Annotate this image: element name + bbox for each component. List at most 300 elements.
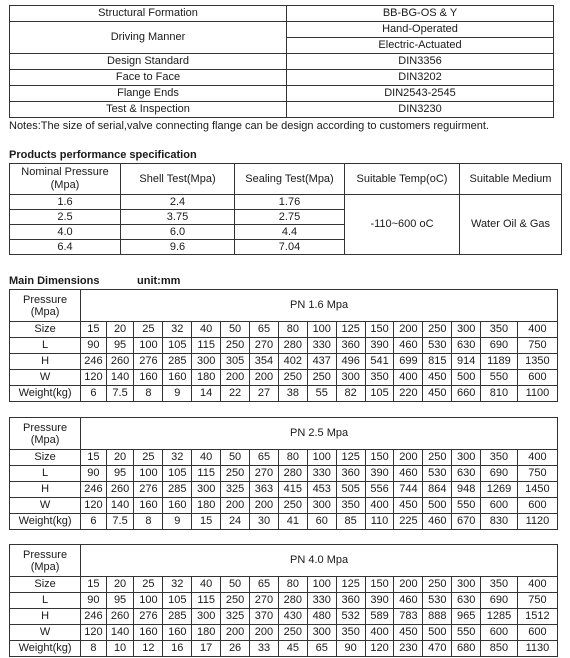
- dim-cell: 160: [134, 370, 163, 386]
- pn-title: PN 2.5 Mpa: [81, 418, 558, 450]
- dim-cell: 250: [221, 466, 250, 482]
- dim-cell: 115: [192, 338, 221, 354]
- dim-row-label: Size: [10, 577, 81, 593]
- pressure-cell: 6.4: [10, 240, 121, 255]
- dim-row-label: H: [10, 482, 81, 498]
- pn-title: PN 1.6 Mpa: [81, 290, 558, 322]
- dim-cell: 95: [106, 466, 134, 482]
- spec-row: [10, 102, 554, 118]
- dim-cell: 6: [81, 386, 107, 402]
- sealing-cell: 7.04: [235, 240, 345, 255]
- dim-cell: 460: [394, 593, 423, 609]
- dim-row: [10, 498, 558, 514]
- dim-cell: 8: [81, 641, 107, 657]
- dim-cell: 300: [192, 609, 221, 625]
- dim-cell: 1130: [517, 641, 557, 657]
- dim-cell: 690: [481, 338, 518, 354]
- dim-cell: 65: [250, 577, 279, 593]
- dim-cell: 200: [394, 450, 423, 466]
- dim-cell: 305: [221, 354, 250, 370]
- dim-row: [10, 466, 558, 482]
- dim-cell: 744: [394, 482, 423, 498]
- dim-row-label: L: [10, 466, 81, 482]
- dim-cell: 90: [336, 641, 365, 657]
- dim-row: [10, 514, 558, 530]
- dim-cell: 600: [481, 625, 518, 641]
- dim-row-label: Weight(kg): [10, 641, 81, 657]
- dim-cell: 285: [163, 354, 192, 370]
- dim-cell: 85: [336, 514, 365, 530]
- dim-cell: 1512: [517, 609, 557, 625]
- dim-cell: 80: [278, 322, 307, 338]
- spec-label: Face to Face: [10, 70, 287, 86]
- dim-cell: 550: [481, 370, 518, 386]
- dim-cell: 260: [106, 609, 134, 625]
- dimensions-table: [9, 544, 558, 657]
- dim-cell: 390: [365, 593, 394, 609]
- dim-cell: 200: [221, 625, 250, 641]
- dim-cell: 225: [394, 514, 423, 530]
- dim-row: [10, 338, 558, 354]
- dim-cell: 120: [81, 370, 107, 386]
- dim-cell: 82: [336, 386, 365, 402]
- header-suitable-medium: Suitable Medium: [460, 164, 562, 195]
- dim-cell: 115: [192, 466, 221, 482]
- dim-cell: 250: [307, 370, 336, 386]
- dim-cell: 325: [221, 609, 250, 625]
- shell-cell: 2.4: [121, 195, 235, 210]
- dim-cell: 65: [307, 641, 336, 657]
- dim-cell: 160: [163, 625, 192, 641]
- dim-cell: 500: [423, 498, 452, 514]
- dim-cell: 15: [81, 450, 107, 466]
- shell-cell: 3.75: [121, 210, 235, 225]
- dim-cell: 330: [307, 338, 336, 354]
- dim-cell: 276: [134, 482, 163, 498]
- spec-value: Hand-Operated: [287, 22, 554, 38]
- dim-cell: 390: [365, 466, 394, 482]
- dim-cell: 350: [336, 498, 365, 514]
- dim-title-row: [10, 418, 558, 450]
- dim-cell: 450: [423, 370, 452, 386]
- dim-cell: 630: [452, 593, 481, 609]
- dim-cell: 90: [81, 593, 107, 609]
- dim-cell: 200: [221, 498, 250, 514]
- dim-cell: 300: [307, 498, 336, 514]
- dim-cell: 550: [452, 625, 481, 641]
- dim-cell: 300: [336, 370, 365, 386]
- dim-cell: 460: [394, 466, 423, 482]
- dim-cell: 10: [106, 641, 134, 657]
- dim-cell: 453: [307, 482, 336, 498]
- dim-cell: 24: [221, 514, 250, 530]
- sealing-cell: 2.75: [235, 210, 345, 225]
- dim-row-label: Size: [10, 450, 81, 466]
- dim-row-label: W: [10, 370, 81, 386]
- dim-cell: 7.5: [106, 514, 134, 530]
- dim-cell: 530: [423, 338, 452, 354]
- dim-cell: 260: [106, 354, 134, 370]
- dim-cell: 12: [134, 641, 163, 657]
- dim-cell: 532: [336, 609, 365, 625]
- dim-cell: 20: [106, 577, 134, 593]
- dim-cell: 65: [250, 322, 279, 338]
- dim-cell: 55: [307, 386, 336, 402]
- dim-cell: 90: [81, 466, 107, 482]
- dim-row: [10, 625, 558, 641]
- dim-cell: 100: [134, 466, 163, 482]
- spec-label: Structural Formation: [10, 6, 287, 22]
- dim-cell: 250: [278, 498, 307, 514]
- dim-cell: 25: [134, 577, 163, 593]
- dim-cell: 496: [336, 354, 365, 370]
- dim-cell: 105: [163, 338, 192, 354]
- dim-cell: 50: [221, 322, 250, 338]
- dim-cell: 150: [365, 577, 394, 593]
- dim-cell: 400: [365, 625, 394, 641]
- dim-cell: 200: [394, 322, 423, 338]
- dim-cell: 50: [221, 450, 250, 466]
- dim-cell: 350: [481, 450, 518, 466]
- performance-header-row: [10, 164, 562, 195]
- dim-cell: 120: [81, 625, 107, 641]
- pressure-label: Pressure (Mpa): [10, 290, 81, 322]
- pressure-cell: 1.6: [10, 195, 121, 210]
- dim-cell: 1450: [517, 482, 557, 498]
- dim-cell: 300: [452, 322, 481, 338]
- dim-cell: 350: [481, 322, 518, 338]
- dim-cell: 390: [365, 338, 394, 354]
- dim-cell: 125: [336, 322, 365, 338]
- dim-cell: 200: [250, 370, 279, 386]
- dim-cell: 630: [452, 466, 481, 482]
- dim-cell: 200: [394, 577, 423, 593]
- dim-cell: 180: [192, 625, 221, 641]
- dim-cell: 500: [423, 625, 452, 641]
- dim-cell: 27: [250, 386, 279, 402]
- pressure-cell: 4.0: [10, 225, 121, 240]
- dim-cell: 125: [336, 450, 365, 466]
- dim-cell: 200: [250, 625, 279, 641]
- header-nominal-pressure: Nominal Pressure (Mpa): [10, 164, 121, 195]
- dim-cell: 600: [481, 498, 518, 514]
- dim-cell: 285: [163, 609, 192, 625]
- dim-cell: 6: [81, 514, 107, 530]
- dim-cell: 100: [307, 450, 336, 466]
- dim-row: [10, 370, 558, 386]
- dim-cell: 600: [517, 370, 557, 386]
- spec-row: [10, 54, 554, 70]
- dim-row-label: H: [10, 609, 81, 625]
- dim-cell: 140: [106, 370, 134, 386]
- header-sealing-test: Sealing Test(Mpa): [235, 164, 345, 195]
- dim-cell: 400: [394, 370, 423, 386]
- dim-cell: 300: [452, 450, 481, 466]
- pressure-cell: 2.5: [10, 210, 121, 225]
- dim-cell: 850: [481, 641, 518, 657]
- pressure-label: Pressure (Mpa): [10, 418, 81, 450]
- sealing-cell: 4.4: [235, 225, 345, 240]
- dim-cell: 750: [517, 338, 557, 354]
- dim-cell: 60: [307, 514, 336, 530]
- dim-cell: 505: [336, 482, 365, 498]
- dim-row: [10, 386, 558, 402]
- spec-value: DIN3202: [287, 70, 554, 86]
- dim-cell: 300: [452, 577, 481, 593]
- dim-cell: 22: [221, 386, 250, 402]
- sealing-cell: 1.76: [235, 195, 345, 210]
- dim-cell: 783: [394, 609, 423, 625]
- dim-cell: 33: [250, 641, 279, 657]
- dim-cell: 830: [481, 514, 518, 530]
- dim-cell: 370: [250, 609, 279, 625]
- spec-label: Design Standard: [10, 54, 287, 70]
- dim-cell: 90: [81, 338, 107, 354]
- dim-cell: 20: [106, 322, 134, 338]
- dim-cell: 276: [134, 354, 163, 370]
- spec-label: Flange Ends: [10, 86, 287, 102]
- dim-cell: 125: [336, 577, 365, 593]
- dim-cell: 17: [192, 641, 221, 657]
- spec-value: DIN2543-2545: [287, 86, 554, 102]
- dim-cell: 100: [134, 338, 163, 354]
- dim-cell: 100: [134, 593, 163, 609]
- dim-cell: 360: [336, 593, 365, 609]
- dim-cell: 246: [81, 482, 107, 498]
- dim-cell: 680: [452, 641, 481, 657]
- dim-cell: 80: [278, 577, 307, 593]
- shell-cell: 6.0: [121, 225, 235, 240]
- dim-cell: 470: [423, 641, 452, 657]
- notes-text: Notes:The size of serial,valve connecting flange can be design according to customers reguirment.: [9, 120, 489, 132]
- dim-cell: 280: [278, 338, 307, 354]
- dim-row-label: L: [10, 593, 81, 609]
- dim-cell: 630: [452, 338, 481, 354]
- dim-row: [10, 577, 558, 593]
- spec-value: BB-BG-OS & Y: [287, 6, 554, 22]
- dim-cell: 95: [106, 338, 134, 354]
- dim-cell: 15: [192, 514, 221, 530]
- dim-cell: 120: [365, 641, 394, 657]
- temp-cell: -110~600 oC: [345, 195, 460, 255]
- dim-cell: 480: [307, 609, 336, 625]
- dim-cell: 550: [452, 498, 481, 514]
- dim-row: [10, 593, 558, 609]
- dim-cell: 541: [365, 354, 394, 370]
- dim-cell: 105: [163, 593, 192, 609]
- dim-cell: 80: [278, 450, 307, 466]
- main-dimensions-label: Main Dimensions: [9, 275, 100, 287]
- dim-cell: 450: [423, 386, 452, 402]
- dim-cell: 948: [452, 482, 481, 498]
- dim-cell: 400: [517, 322, 557, 338]
- dim-cell: 600: [517, 625, 557, 641]
- dim-cell: 750: [517, 466, 557, 482]
- dim-cell: 220: [394, 386, 423, 402]
- dim-cell: 1120: [517, 514, 557, 530]
- dim-cell: 32: [163, 450, 192, 466]
- dim-cell: 180: [192, 370, 221, 386]
- main-dimensions-title: [9, 275, 181, 287]
- dim-cell: 45: [278, 641, 307, 657]
- dim-cell: 402: [278, 354, 307, 370]
- spec-value: DIN3356: [287, 54, 554, 70]
- dim-cell: 40: [192, 577, 221, 593]
- spec-value: DIN3230: [287, 102, 554, 118]
- dim-cell: 250: [221, 338, 250, 354]
- dim-cell: 8: [134, 386, 163, 402]
- spec-label: Driving Manner: [10, 22, 287, 54]
- dim-cell: 556: [365, 482, 394, 498]
- dim-row: [10, 354, 558, 370]
- dim-cell: 230: [394, 641, 423, 657]
- performance-table: [9, 163, 562, 255]
- dim-cell: 460: [394, 338, 423, 354]
- dim-cell: 120: [81, 498, 107, 514]
- dim-cell: 750: [517, 593, 557, 609]
- dim-cell: 670: [452, 514, 481, 530]
- dim-cell: 160: [134, 625, 163, 641]
- dim-row-label: W: [10, 498, 81, 514]
- dim-cell: 530: [423, 593, 452, 609]
- dim-cell: 160: [163, 370, 192, 386]
- dim-cell: 20: [106, 450, 134, 466]
- dim-cell: 300: [192, 354, 221, 370]
- dim-cell: 354: [250, 354, 279, 370]
- dim-cell: 26: [221, 641, 250, 657]
- dim-title-row: [10, 545, 558, 577]
- dim-row-label: Weight(kg): [10, 514, 81, 530]
- dim-cell: 325: [221, 482, 250, 498]
- dim-cell: 400: [365, 498, 394, 514]
- dimensions-table: [9, 417, 558, 530]
- header-shell-test: Shell Test(Mpa): [121, 164, 235, 195]
- dim-cell: 400: [517, 577, 557, 593]
- dim-cell: 300: [192, 482, 221, 498]
- unit-label: unit:mm: [137, 275, 181, 287]
- dim-cell: 360: [336, 466, 365, 482]
- dim-row: [10, 322, 558, 338]
- spec-row: [10, 70, 554, 86]
- dim-cell: 100: [307, 322, 336, 338]
- dim-cell: 41: [278, 514, 307, 530]
- dim-row: [10, 609, 558, 625]
- dim-cell: 150: [365, 450, 394, 466]
- dim-cell: 1285: [481, 609, 518, 625]
- dim-row: [10, 482, 558, 498]
- dim-cell: 15: [81, 577, 107, 593]
- dim-cell: 530: [423, 466, 452, 482]
- dim-cell: 600: [517, 498, 557, 514]
- dim-row-label: H: [10, 354, 81, 370]
- dim-cell: 150: [365, 322, 394, 338]
- dim-row-label: Weight(kg): [10, 386, 81, 402]
- dim-cell: 200: [250, 498, 279, 514]
- dim-cell: 32: [163, 322, 192, 338]
- dim-cell: 40: [192, 450, 221, 466]
- dim-cell: 1269: [481, 482, 518, 498]
- dim-cell: 50: [221, 577, 250, 593]
- dim-cell: 16: [163, 641, 192, 657]
- dim-cell: 9: [163, 514, 192, 530]
- dim-cell: 280: [278, 593, 307, 609]
- dim-cell: 15: [81, 322, 107, 338]
- header-suitable-temp: Suitable Temp(oC): [345, 164, 460, 195]
- dim-cell: 815: [423, 354, 452, 370]
- dim-cell: 32: [163, 577, 192, 593]
- dim-cell: 250: [423, 322, 452, 338]
- dim-cell: 363: [250, 482, 279, 498]
- dim-cell: 246: [81, 609, 107, 625]
- dim-cell: 270: [250, 466, 279, 482]
- spec-row: [10, 6, 554, 22]
- dim-cell: 25: [134, 450, 163, 466]
- dim-cell: 105: [365, 386, 394, 402]
- pressure-label: Pressure (Mpa): [10, 545, 81, 577]
- dim-cell: 400: [517, 450, 557, 466]
- spec-row: [10, 22, 554, 38]
- dim-row-label: L: [10, 338, 81, 354]
- dim-row-label: Size: [10, 322, 81, 338]
- spec-row: [10, 86, 554, 102]
- dim-cell: 95: [106, 593, 134, 609]
- dim-cell: 500: [452, 370, 481, 386]
- dim-cell: 250: [423, 577, 452, 593]
- dim-cell: 9: [163, 386, 192, 402]
- dim-cell: 115: [192, 593, 221, 609]
- dim-cell: 285: [163, 482, 192, 498]
- dim-row-label: W: [10, 625, 81, 641]
- dim-cell: 888: [423, 609, 452, 625]
- dim-cell: 105: [163, 466, 192, 482]
- dim-cell: 460: [423, 514, 452, 530]
- dim-cell: 38: [278, 386, 307, 402]
- dim-cell: 8: [134, 514, 163, 530]
- dim-cell: 810: [481, 386, 518, 402]
- dim-cell: 250: [423, 450, 452, 466]
- dimensions-table: [9, 289, 558, 402]
- spec-value: Electric-Actuated: [287, 38, 554, 54]
- dim-cell: 350: [336, 625, 365, 641]
- dim-row: [10, 641, 558, 657]
- dim-row: [10, 450, 558, 466]
- dim-cell: 100: [307, 577, 336, 593]
- performance-row: [10, 195, 562, 210]
- dim-cell: 450: [394, 625, 423, 641]
- shell-cell: 9.6: [121, 240, 235, 255]
- dim-cell: 280: [278, 466, 307, 482]
- dim-cell: 250: [221, 593, 250, 609]
- pn-title: PN 4.0 Mpa: [81, 545, 558, 577]
- dim-cell: 330: [307, 593, 336, 609]
- dim-cell: 864: [423, 482, 452, 498]
- dim-cell: 430: [278, 609, 307, 625]
- dim-cell: 300: [307, 625, 336, 641]
- dim-cell: 200: [221, 370, 250, 386]
- dim-cell: 415: [278, 482, 307, 498]
- dim-cell: 690: [481, 466, 518, 482]
- dim-cell: 160: [163, 498, 192, 514]
- dim-cell: 140: [106, 625, 134, 641]
- dim-cell: 180: [192, 498, 221, 514]
- dim-cell: 7.5: [106, 386, 134, 402]
- performance-title: Products performance specification: [9, 149, 197, 161]
- dim-cell: 589: [365, 609, 394, 625]
- dim-cell: 40: [192, 322, 221, 338]
- dim-title-row: [10, 290, 558, 322]
- dim-cell: 914: [452, 354, 481, 370]
- dim-cell: 270: [250, 338, 279, 354]
